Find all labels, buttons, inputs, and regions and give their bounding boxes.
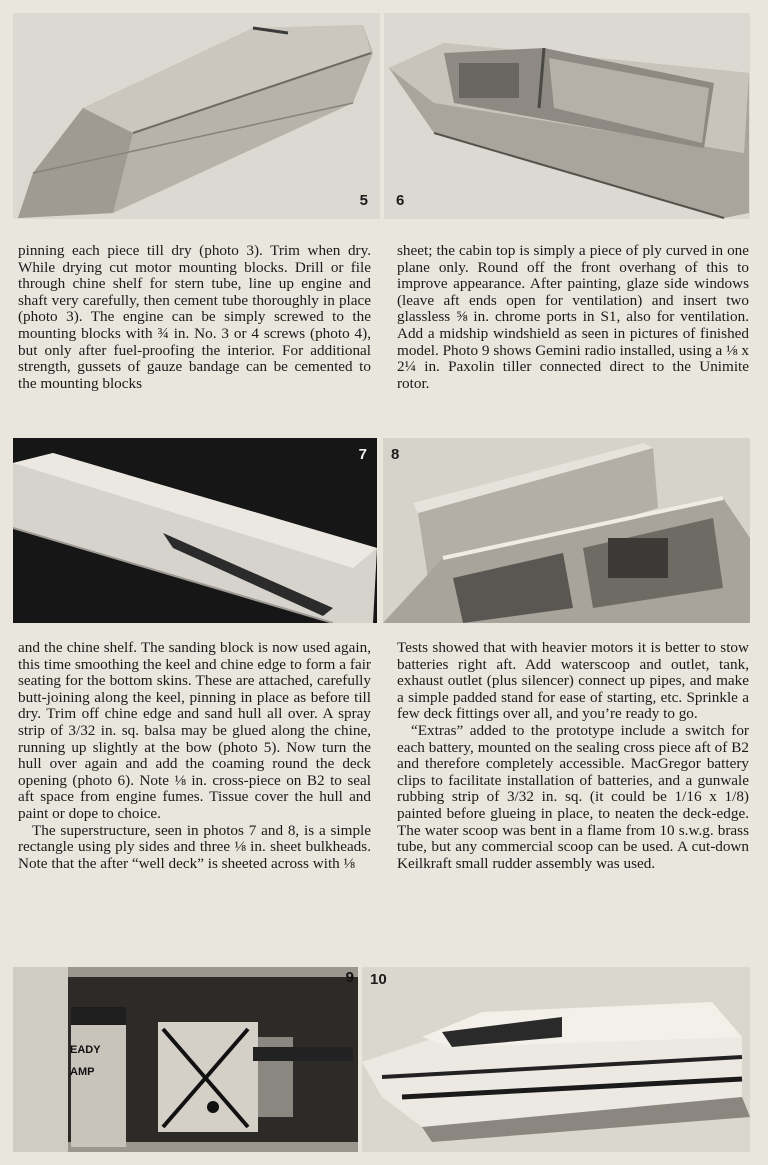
photo-8 <box>383 438 750 623</box>
can-label-line1: EADY <box>70 1044 101 1056</box>
text-column-2b <box>397 640 749 872</box>
photo-number: 8 <box>391 446 400 463</box>
paragraph: The superstructure, seen in photos 7 and 8, is a simple rectangle using ply sides and three ⅛ in. sheet bulkheads. Note that the after “well deck” is sheeted across with ⅛ <box>18 821 371 872</box>
photo-number: 9 <box>345 969 354 986</box>
paragraph: “Extras” added to the prototype include a switch for each battery, mounted on the sealing cross piece aft of B2 and therefore completely accessible. MacGregor battery clips to facilitate installation of batteries, and a gunwale rubbing strip of 3/32 in. sq. (it could be 1/16 x 1/8) painted before glueing in place, to neaten the deck-edge. The water scoop was bent in a flame from 10 s.w.g. brass tube, but any commercial scoop can be used. A cut-down Keilkraft small rudder assembly was used. <box>397 721 749 872</box>
superstructure-image <box>13 438 377 623</box>
photo-number: 5 <box>359 192 368 209</box>
paragraph: sheet; the cabin top is simply a piece of ply curved in one plane only. Round off the front overhang of this to improve appearance. After painting, glaze side windows (leave aft ends open for ventilation) and insert two glassless ⅝ in. chrome ports in S1, also for ventilation. Add a midship windshield as seen in pictures of finished model. Photo 9 shows Gemini radio installed, using a ⅛ x 2¼ in. Paxolin tiller connected direct to the Unimite rotor. <box>397 242 749 392</box>
photo-7 <box>13 438 377 623</box>
photo-number: 7 <box>358 446 367 463</box>
radio-installation-image <box>13 967 358 1152</box>
hull-bare-image <box>13 13 380 219</box>
photo-5 <box>13 13 380 219</box>
finished-model-image <box>362 967 750 1152</box>
hull-with-coaming-image <box>384 13 750 219</box>
text-column-1b <box>397 243 749 392</box>
photo-6 <box>384 13 750 219</box>
photo-number: 10 <box>370 971 387 988</box>
paragraph: Tests showed that with heavier motors it is better to stow batteries right aft. Add waterscoop and outlet, tank, exhaust outlet (plus silencer) connect up pipes, and make a simple padded stand for ease of starting, etc. Sprinkle a few deck fittings over all, and you’re ready to go. <box>397 639 749 723</box>
cabin-and-engine-image <box>383 438 750 623</box>
text-column-2a <box>18 640 371 872</box>
photo-number: 6 <box>396 192 405 209</box>
text-column-1a <box>18 243 371 392</box>
paragraph: pinning each piece till dry (photo 3). Trim when dry. While drying cut motor mounting blocks. Drill or file through chine shelf for stern tube, line up engine and shaft very carefully, then cement tube thoroughly in place (photo 3). The engine can be simply screwed to the mounting blocks with ¾ in. No. 3 or 4 screws (photo 4), but only after fuel-proofing the interior. For additional strength, gussets of gauze bandage can be cemented to the mounting blocks <box>18 242 371 392</box>
paragraph: and the chine shelf. The sanding block is now used again, this time smoothing the keel and chine edge to form a fair seating for the bottom skins. These are attached, carefully butt-joining along the keel, pinning in place as before till dry. Trim off chine edge and sand hull all over. A spray strip of 3/32 in. sq. balsa may be glued along the chine, running up slightly at the bow (photo 5). Now turn the hull over again and add the coaming round the deck opening (photo 6). Note ⅛ in. cross-piece on B2 to seal aft space from engine fumes. Tissue cover the hull and paint or dope to choice. <box>18 639 371 822</box>
can-label-line2: AMP <box>70 1066 95 1078</box>
photo-10 <box>362 967 750 1152</box>
photo-9 <box>13 967 358 1152</box>
